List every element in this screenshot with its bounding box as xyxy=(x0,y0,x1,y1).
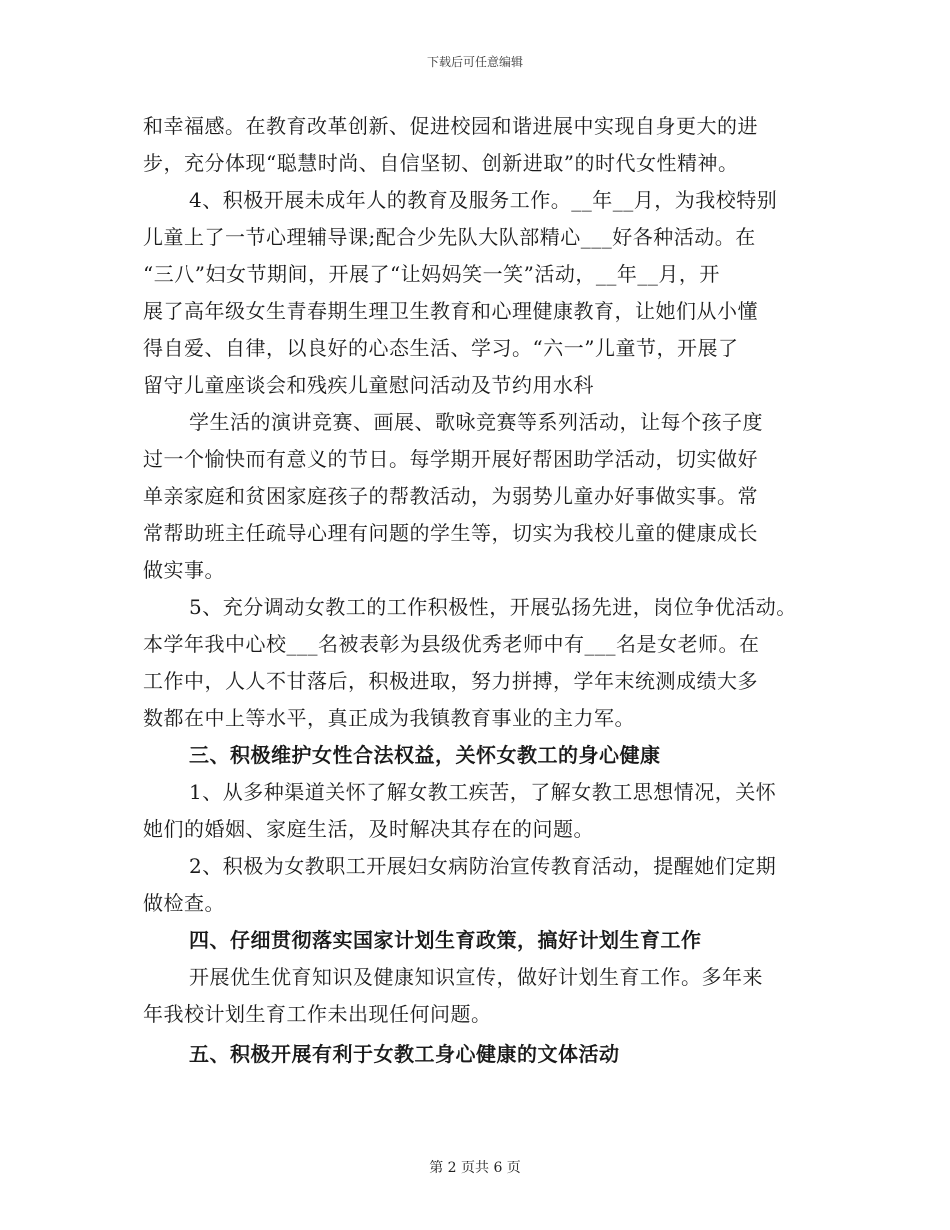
paragraph-line: 本学年我中心校___名被表彰为县级优秀老师中有___名是女老师。在 xyxy=(143,632,760,656)
section-heading: 三、积极维护女性合法权益，关怀女教工的身心健康 xyxy=(189,743,661,767)
paragraph-line: 步，充分体现“聪慧时尚、自信坚韧、创新进取”的时代女性精神。 xyxy=(143,151,739,175)
paragraph-line: 留守儿童座谈会和残疾儿童慰问活动及节约用水科 xyxy=(143,373,594,397)
paragraph-line: 开展优生优育知识及健康知识宣传，做好计划生育工作。多年来 xyxy=(189,965,763,989)
paragraph-line: 单亲家庭和贫困家庭孩子的帮教活动，为弱势儿童办好事做实事。常 xyxy=(143,484,758,508)
paragraph-line: 年我校计划生育工作未出现任何问题。 xyxy=(143,1002,492,1026)
paragraph-line: 得自爱、自律，以良好的心态生活、学习。“六一”儿童节，开展了 xyxy=(143,336,739,360)
paragraph-line: 做检查。 xyxy=(143,891,225,915)
paragraph-line: 数都在中上等水平，真正成为我镇教育事业的主力军。 xyxy=(143,706,635,730)
paragraph-line: 做实事。 xyxy=(143,558,225,582)
paragraph-line: 常帮助班主任疏导心理有问题的学生等，切实为我校儿童的健康成长 xyxy=(143,521,758,545)
paragraph-line: 工作中，人人不甘落后，积极进取，努力拼搏，学年末统测成绩大多 xyxy=(143,669,758,693)
paragraph-line: “三八”妇女节期间，开展了“让妈妈笑一笑”活动，__年__月，开 xyxy=(143,262,720,286)
section-heading: 五、积极开展有利于女教工身心健康的文体活动 xyxy=(189,1042,620,1066)
page-footer: 第 2 页共 6 页 xyxy=(429,1160,521,1176)
paragraph-line: 她们的婚姻、家庭生活，及时解决其存在的问题。 xyxy=(143,817,594,841)
page-header: 下载后可任意编辑 xyxy=(426,55,523,69)
paragraph-line: 学生活的演讲竞赛、画展、歌咏竞赛等系列活动，让每个孩子度 xyxy=(189,410,763,434)
paragraph-line: 展了高年级女生青春期生理卫生教育和心理健康教育，让她们从小懂 xyxy=(143,299,758,323)
section-heading: 四、仔细贯彻落实国家计划生育政策，搞好计划生育工作 xyxy=(189,928,702,952)
paragraph-line: 过一个愉快而有意义的节日。每学期开展好帮困助学活动，切实做好 xyxy=(143,447,758,471)
paragraph-line: 和幸福感。在教育改革创新、促进校园和谐进展中实现自身更大的进 xyxy=(143,114,758,138)
paragraph-line: 1、从多种渠道关怀了解女教工疾苦，了解女教工思想情况，关怀 xyxy=(189,780,777,804)
paragraph-line: 5、充分调动女教工的工作积极性，开展弘扬先进，岗位争优活动。 xyxy=(189,595,797,619)
paragraph-line: 儿童上了一节心理辅导课;配合少先队大队部精心___好各种活动。在 xyxy=(143,225,756,249)
paragraph-line: 2、积极为女教职工开展妇女病防治宣传教育活动，提醒她们定期 xyxy=(189,854,777,878)
paragraph-line: 4、积极开展未成年人的教育及服务工作。__年__月，为我校特别 xyxy=(189,188,778,212)
